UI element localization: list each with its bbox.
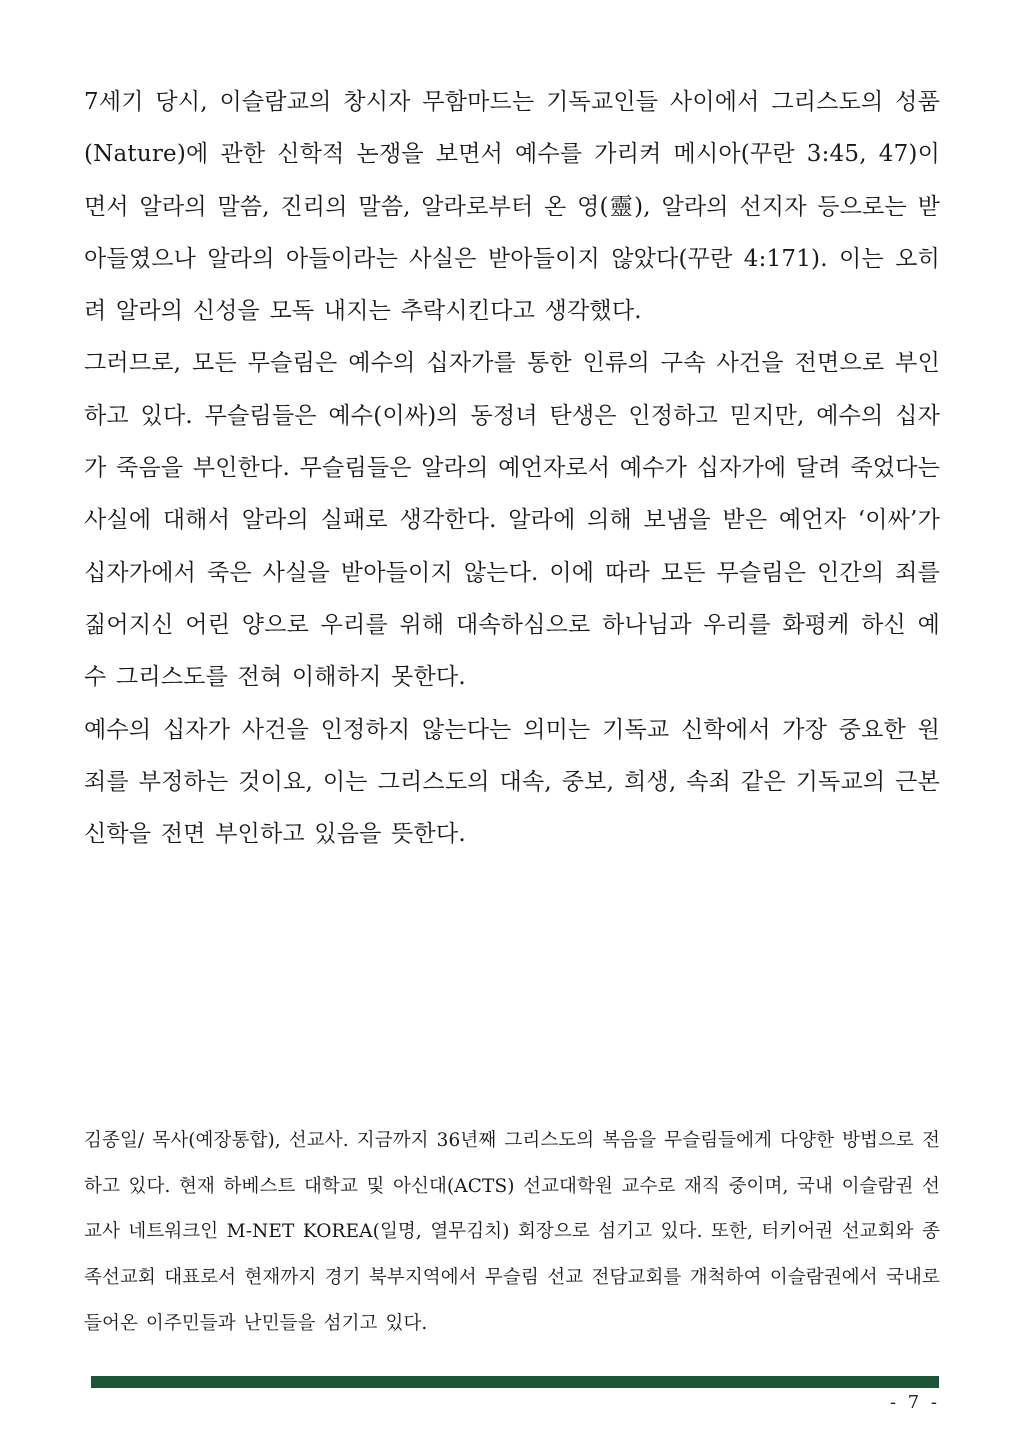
paragraph-3: 예수의 십자가 사건을 인정하지 않는다는 의미는 기독교 신학에서 가장 중요한 원죄를 부정하는 것이요, 이는 그리스도의 대속, 중보, 희생, 속죄 같은 기독교의 근본 신학을 전면 부인하고 있음을 뜻한다. [84,716,940,848]
paragraph-2: 그러므로, 모든 무슬림은 예수의 십자가를 통한 인류의 구속 사건을 전면으로 부인하고 있다. 무슬림들은 예수(이싸)의 동정녀 탄생은 인정하고 믿지만, 예수의 십자가 죽음을 부인한다. 무슬림들은 알라의 예언자로서 예수가 십자가에 달려 죽었다는 사실에 대해서 알라의 실패로 생각한다. 알라에 의해 보냄을 받은 예언자 ‘이싸’가 십자가에서 죽은 사실을 받아들이지 않는다. 이에 따라 모든 무슬림은 인간의 죄를 짊어지신 어린 양으로 우리를 위해 대속하심으로 하나님과 우리를 화평케 하신 예수 그리스도를 전혀 이해하지 못한다. [84,350,940,691]
article-body [84,76,940,860]
page-number: - 7 - [889,1392,940,1413]
footer-rule [91,1376,939,1388]
paragraph-1: 7세기 당시, 이슬람교의 창시자 무함마드는 기독교인들 사이에서 그리스도의 성품(Nature)에 관한 신학적 논쟁을 보면서 예수를 가리켜 메시아(꾸란 3:45, 47)이면서 알라의 말씀, 진리의 말씀, 알라로부터 온 영(靈), 알라의 선지자 등으로는 받아들였으나 알라의 아들이라는 사실은 받아들이지 않았다(꾸란 4:171). 이는 오히려 알라의 신성을 모독 내지는 추락시킨다고 생각했다. [84,89,940,325]
author-bio: 김종일/ 목사(예장통합), 선교사. 지금까지 36년째 그리스도의 복음을 무슬림들에게 다양한 방법으로 전하고 있다. 현재 하베스트 대학교 및 아신대(ACTS) 선교대학원 교수로 재직 중이며, 국내 이슬람권 선교사 네트워크인 M-NET KOREA(일명, 열무김치) 회장으로 섬기고 있다. 또한, 터키어권 선교회와 종족선교회 대표로서 현재까지 경기 북부지역에서 무슬림 선교 전담교회를 개척하여 이슬람권에서 국내로 들어온 이주민들과 난민들을 섬기고 있다. [84,1130,940,1334]
